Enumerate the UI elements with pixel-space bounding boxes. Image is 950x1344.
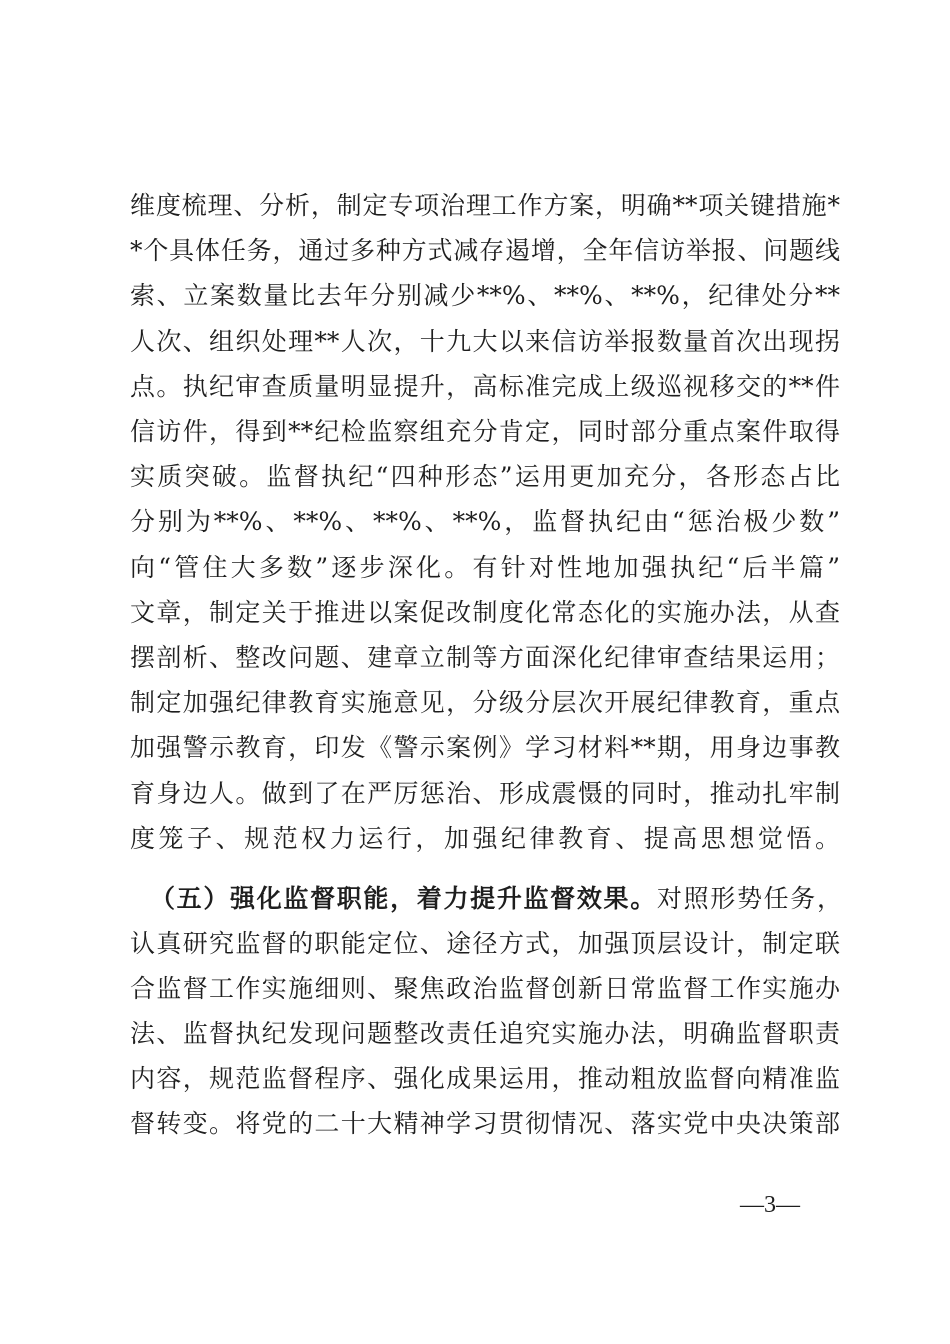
- text-line: 度笼子、规范权力运行，加强纪律教育、提高思想觉悟。: [130, 823, 840, 853]
- text-line: 点。执纪审查质量明显提升，高标准完成上级巡视移交的**件: [130, 371, 840, 401]
- text-line: 合监督工作实施细则、聚焦政治监督创新日常监督工作实施办: [130, 974, 840, 1003]
- heading-continuation: 对照形势任务，: [656, 884, 842, 913]
- text-line: 摆剖析、整改问题、建章立制等方面深化纪律审查结果运用；: [130, 643, 840, 672]
- text-line: 认真研究监督的职能定位、途径方式，加强顶层设计，制定联: [130, 929, 840, 958]
- section-heading: （五）强化监督职能，着力提升监督效果。: [150, 884, 657, 913]
- text-line: 分别为**%、**%、**%、**%，监督执纪由“惩治极少数”: [130, 507, 840, 537]
- text-line: 人次、组织处理**人次，十九大以来信访举报数量首次出现拐: [130, 326, 840, 356]
- text-line: 制定加强纪律教育实施意见，分级分层次开展纪律教育，重点: [130, 688, 840, 718]
- text-line: 督转变。将党的二十大精神学习贯彻情况、落实党中央决策部: [130, 1109, 840, 1138]
- text-line: *个具体任务，通过多种方式减存遏增，全年信访举报、问题线: [130, 236, 840, 266]
- text-line: 索、立案数量比去年分别减少**%、**%、**%，纪律处分**: [130, 281, 840, 311]
- text-line: 法、监督执纪发现问题整改责任追究实施办法，明确监督职责: [130, 1019, 840, 1048]
- text-line: 信访件，得到**纪检监察组充分肯定，同时部分重点案件取得: [130, 417, 840, 446]
- paragraph-first-line: [150, 876, 842, 921]
- text-line: 文章，制定关于推进以案促改制度化常态化的实施办法，从查: [130, 597, 840, 627]
- text-line: 育身边人。做到了在严厉惩治、形成震慑的同时，推动扎牢制: [130, 778, 840, 808]
- page-number: —3—: [740, 1192, 800, 1218]
- text-line: 维度梳理、分析，制定专项治理工作方案，明确**项关键措施*: [130, 191, 840, 220]
- text-line: 实质突破。监督执纪“四种形态”运用更加充分，各形态占比: [130, 462, 840, 492]
- text-line: 加强警示教育，印发《警示案例》学习材料**期，用身边事教: [130, 733, 840, 763]
- text-line: 内容，规范监督程序、强化成果运用，推动粗放监督向精准监: [130, 1064, 840, 1093]
- text-line: 向“管住大多数”逐步深化。有针对性地加强执纪“后半篇”: [130, 552, 840, 582]
